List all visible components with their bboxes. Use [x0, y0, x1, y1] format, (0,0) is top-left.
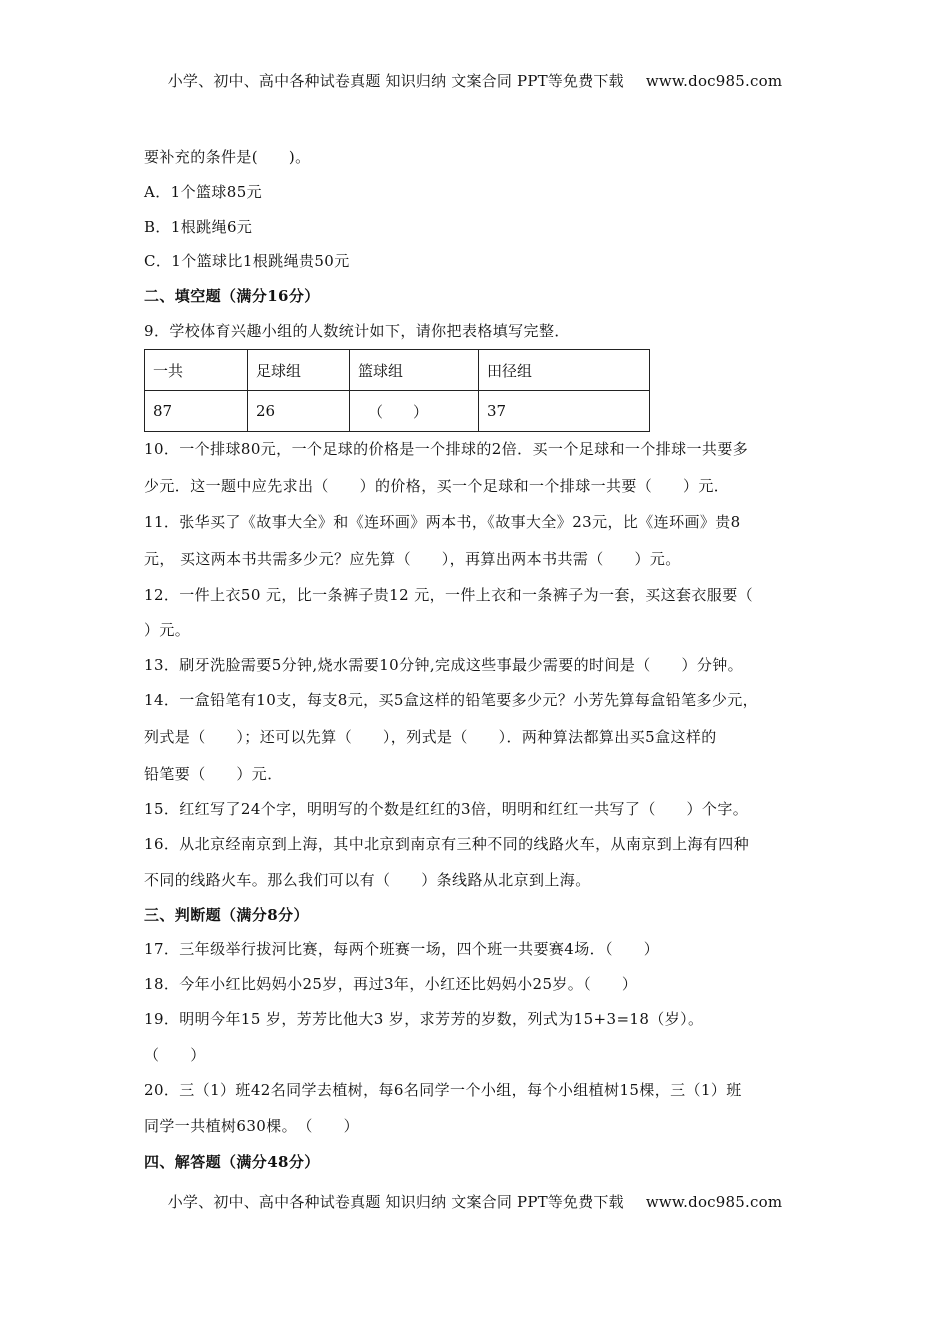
table-value-cell: 26	[248, 391, 350, 432]
table-header-cell: 足球组	[248, 350, 350, 391]
q15-text: 15．红红写了24个字，明明写的个数是红红的3倍，明明和红红一共写了（ ）个字。	[144, 800, 749, 818]
q8-option-b: B．1根跳绳6元	[144, 218, 253, 236]
q18-text: 18．今年小红比妈妈小25岁，再过3年，小红还比妈妈小25岁。（ ）	[144, 975, 638, 993]
q8-stem-end: 要补充的条件是( )。	[144, 148, 311, 166]
footer-text: 小学、初中、高中各种试卷真题 知识归纳 文案合同 PPT等免费下载	[167, 1193, 624, 1211]
table-header-cell: 篮球组	[350, 350, 479, 391]
q8-option-c: C．1个篮球比1根跳绳贵50元	[144, 252, 350, 270]
q12-line1: 12．一件上衣50 元，比一条裤子贵12 元，一件上衣和一条裤子为一套，买这套衣服要（	[144, 586, 754, 604]
table-blank-cell: （ ）	[350, 391, 479, 432]
header-text: 小学、初中、高中各种试卷真题 知识归纳 文案合同 PPT等免费下载	[167, 72, 624, 90]
section-2-title: 二、填空题（满分16分）	[144, 287, 320, 305]
q20-line2: 同学一共植树630棵。 （ ）	[144, 1117, 360, 1135]
q19-line1: 19．明明今年15 岁，芳芳比他大3 岁，求芳芳的岁数，列式为15+3=18（岁）。	[144, 1010, 704, 1028]
table-header-row	[145, 350, 650, 391]
q14-line1: 14．一盒铅笔有10支，每支8元，买5盒这样的铅笔要多少元？小芳先算每盒铅笔多少元，	[144, 691, 759, 709]
q10-line2: 少元．这一题中应先求出（ ）的价格，买一个足球和一个排球一共要（ ）元．	[144, 477, 730, 495]
q14-line2: 列式是（ ）；还可以先算（ ），列式是（ ）．两种算法都算出买5盒这样的	[144, 728, 717, 746]
q17-text: 17．三年级举行拔河比赛，每两个班赛一场，四个班一共要赛4场．（ ）	[144, 940, 660, 958]
q9-stats-table	[144, 349, 650, 432]
q16-line1: 16．从北京经南京到上海，其中北京到南京有三种不同的线路火车，从南京到上海有四种	[144, 835, 750, 853]
q19-line2: （ ）	[144, 1046, 206, 1064]
table-value-row	[145, 391, 650, 432]
footer-site-link[interactable]: www.doc985.com	[645, 1193, 783, 1211]
q9-text: 9．学校体育兴趣小组的人数统计如下，请你把表格填写完整．	[144, 322, 570, 340]
q10-line1: 10．一个排球80元，一个足球的价格是一个排球的2倍．买一个足球和一个排球一共要多	[144, 440, 749, 458]
q16-line2: 不同的线路火车。那么我们可以有（ ）条线路从北京到上海。	[144, 871, 591, 889]
section-4-title: 四、解答题（满分48分）	[144, 1153, 320, 1171]
table-value-cell: 37	[479, 391, 650, 432]
q14-line3: 铅笔要（ ）元．	[144, 765, 283, 783]
header-site-link[interactable]: www.doc985.com	[645, 72, 783, 90]
q20-line1: 20．三（1）班42名同学去植树，每6名同学一个小组，每个小组植树15棵，三（1）班	[144, 1081, 742, 1099]
section-3-title: 三、判断题（满分8分）	[144, 906, 309, 924]
page-footer	[0, 1191, 950, 1212]
page-header	[0, 70, 950, 91]
q8-option-a: A．1个篮球85元	[144, 183, 263, 201]
q11-line1: 11．张华买了《故事大全》和《连环画》两本书，《故事大全》23元，比《连环画》贵8	[144, 513, 741, 531]
q13-text: 13．刷牙洗脸需要5分钟,烧水需要10分钟,完成这些事最少需要的时间是（ ）分钟。	[144, 656, 744, 674]
q12-line2: ）元。	[144, 621, 191, 639]
table-header-cell: 一共	[145, 350, 248, 391]
table-value-cell: 87	[145, 391, 248, 432]
q11-line2: 元， 买这两本书共需多少元？应先算（ ），再算出两本书共需（ ）元。	[144, 550, 681, 568]
table-header-cell: 田径组	[479, 350, 650, 391]
